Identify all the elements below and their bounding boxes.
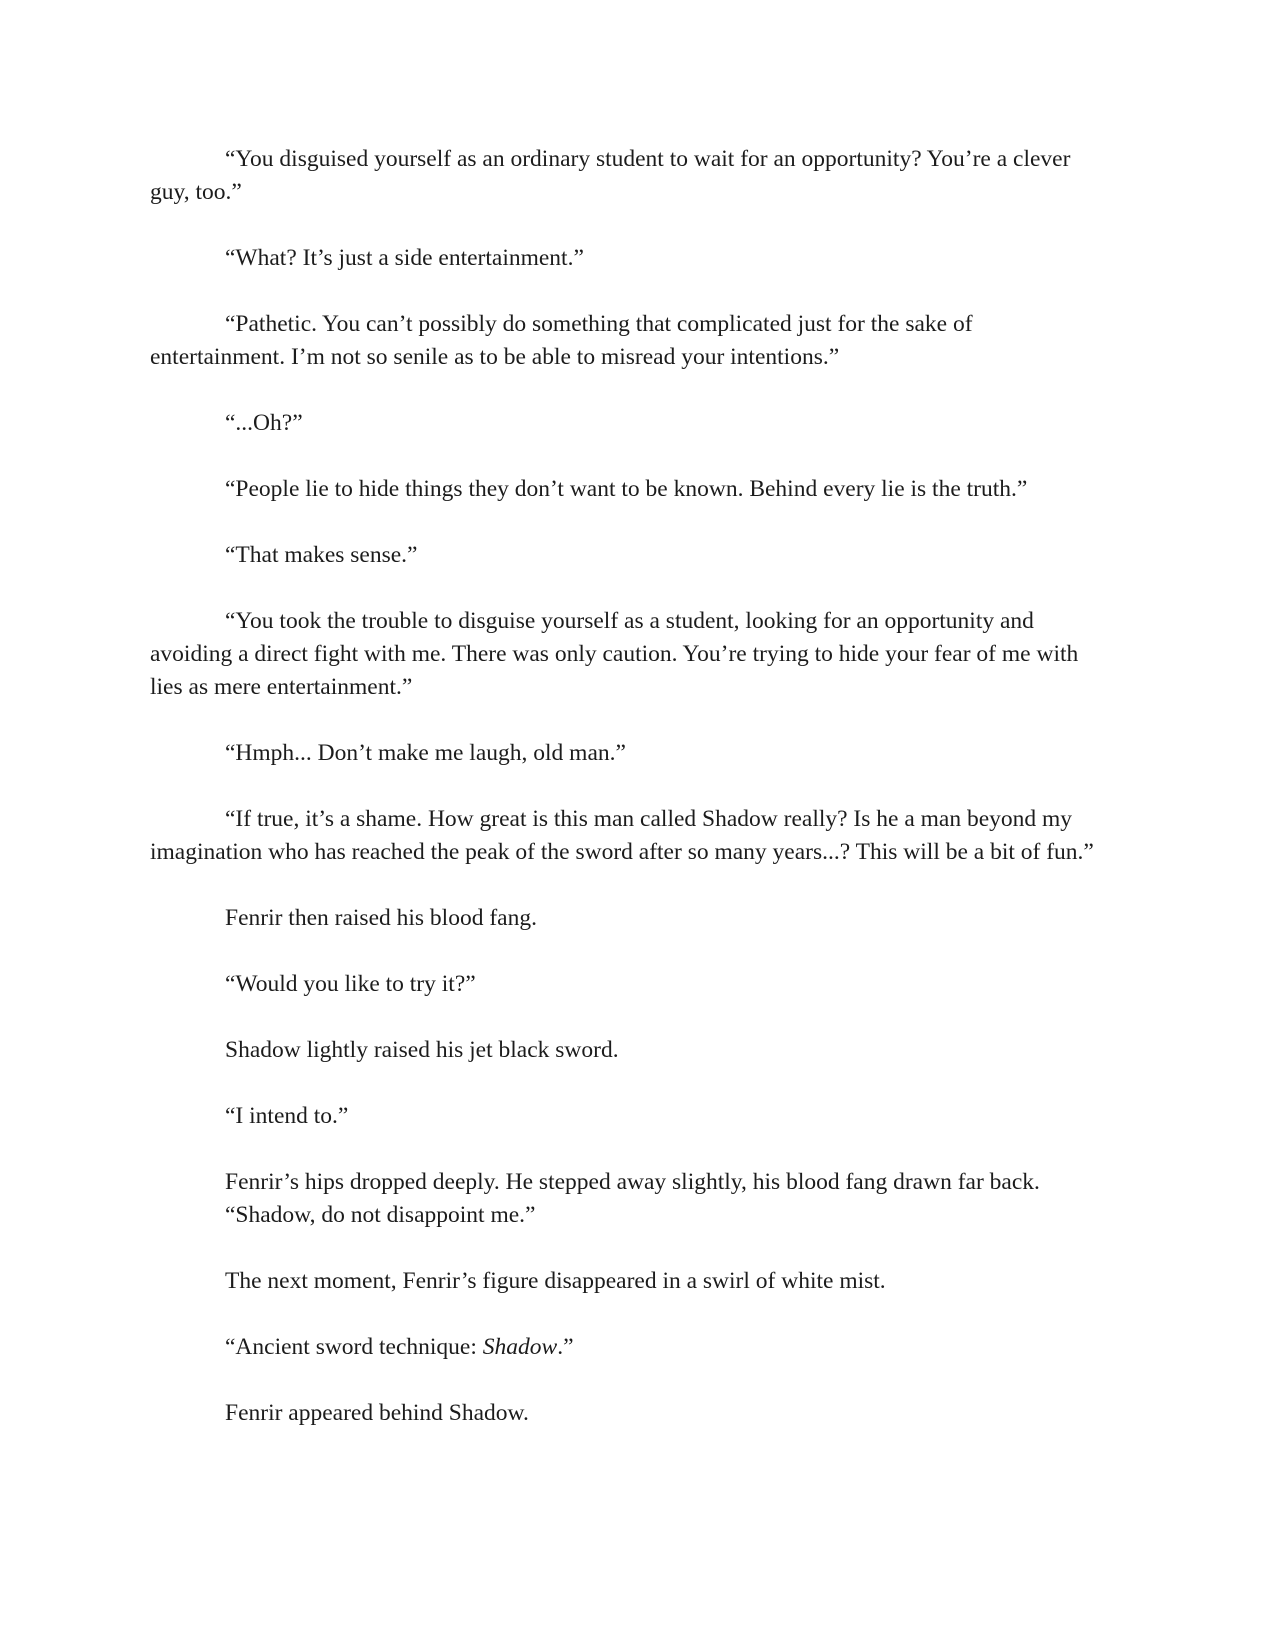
paragraph: “What? It’s just a side entertainment.” (225, 245, 584, 271)
technique-suffix: .” (557, 1334, 574, 1360)
paragraph-technique (150, 1331, 1110, 1364)
paragraph: “...Oh?” (225, 410, 303, 436)
paragraph: Fenrir appeared behind Shadow. (225, 1400, 529, 1426)
paragraph: Shadow lightly raised his jet black sword. (225, 1037, 619, 1063)
paragraph: “Hmph... Don’t make me laugh, old man.” (225, 740, 626, 766)
technique-prefix: “Ancient sword technique: (225, 1334, 483, 1360)
paragraph: “Pathetic. You can’t possibly do something that complicated just for the sake of entertainment. I’m not so senile as to be able to misread your intentions.” (150, 311, 973, 370)
paragraph: “People lie to hide things they don’t want to be known. Behind every lie is the truth.” (225, 476, 1028, 502)
technique-name: Shadow (482, 1334, 558, 1360)
paragraph: “You disguised yourself as an ordinary student to wait for an opportunity? You’re a clever guy, too.” (150, 146, 1071, 205)
paragraph: “I intend to.” (225, 1103, 349, 1129)
paragraph: “Shadow, do not disappoint me.” (225, 1202, 536, 1228)
paragraph: “That makes sense.” (225, 542, 418, 568)
story-text (150, 143, 1110, 1463)
paragraph: “Would you like to try it?” (225, 971, 476, 997)
paragraph: “You took the trouble to disguise yourself as a student, looking for an opportunity and avoiding a direct fight with me. There was only caution. You’re trying to hide your fear of me with lies as mere entertainment.” (150, 608, 1079, 700)
paragraph: Fenrir then raised his blood fang. (225, 905, 537, 931)
paragraph: Fenrir’s hips dropped deeply. He stepped away slightly, his blood fang drawn far back. (225, 1169, 1040, 1195)
paragraph: “If true, it’s a shame. How great is this man called Shadow really? Is he a man beyond my imagination who has reached the peak of the sword after so many years...? This will be a bit of fun.” (150, 806, 1094, 865)
paragraph: The next moment, Fenrir’s figure disappeared in a swirl of white mist. (225, 1268, 886, 1294)
